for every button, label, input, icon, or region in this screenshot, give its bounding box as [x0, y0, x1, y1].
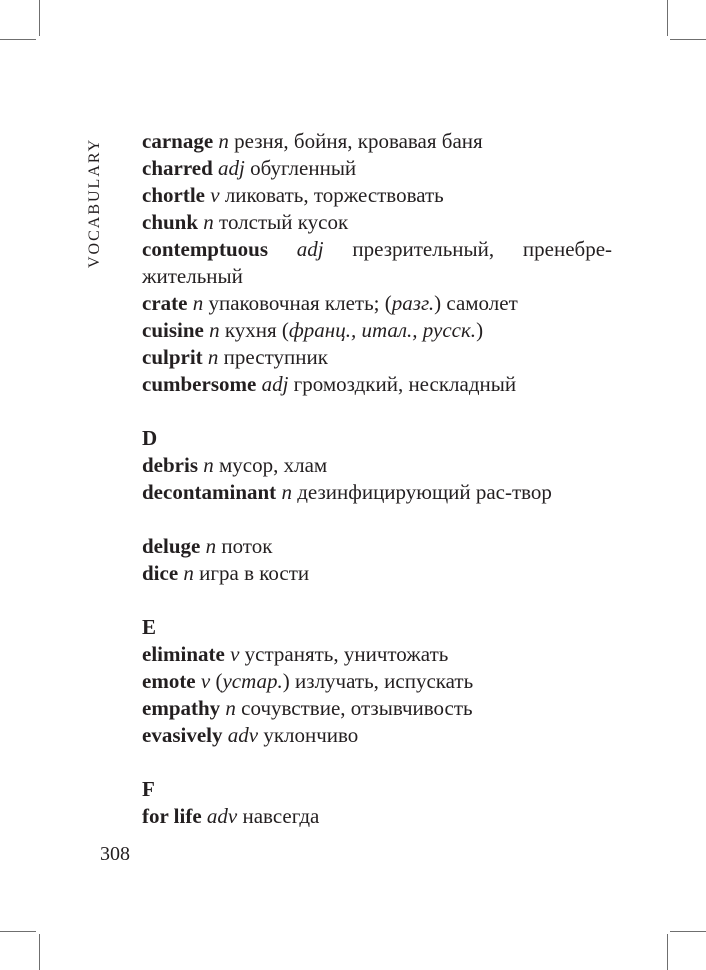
entry-translation: толстый кусок	[219, 210, 349, 234]
entry-translation: ликовать, торжествовать	[224, 183, 444, 207]
entry-part-of-speech: n	[203, 453, 214, 477]
vocabulary-entry	[142, 290, 612, 317]
entry-headword: eliminate	[142, 642, 225, 666]
entry-translation: презрительный, пренебре-жительный	[142, 237, 613, 288]
entry-part-of-speech: v	[230, 642, 240, 666]
vocabulary-entry	[142, 668, 612, 695]
crop-mark	[0, 931, 36, 932]
vocabulary-entry	[142, 236, 612, 290]
entry-headword: emote	[142, 669, 196, 693]
entry-part-of-speech: adv	[227, 723, 259, 747]
crop-mark	[670, 39, 706, 40]
entry-part-of-speech: n	[281, 480, 292, 504]
entry-headword: charred	[142, 156, 213, 180]
entry-headword: chunk	[142, 210, 199, 234]
entry-part-of-speech: n	[209, 318, 220, 342]
entry-headword: for life	[142, 804, 202, 828]
entry-part-of-speech: n	[225, 696, 236, 720]
entry-headword: chortle	[142, 183, 205, 207]
vocabulary-entry	[142, 722, 612, 749]
entry-translation: устар.	[222, 669, 283, 693]
entry-part-of-speech: v	[210, 183, 220, 207]
entry-translation: уклончиво	[263, 723, 359, 747]
entry-translation: игра в кости	[199, 561, 310, 585]
entry-headword: deluge	[142, 534, 201, 558]
crop-mark	[670, 931, 706, 932]
crop-mark	[0, 39, 36, 40]
crop-mark	[667, 934, 668, 970]
entry-part-of-speech: adj	[296, 237, 324, 261]
entry-translation: громоздкий, нескладный	[293, 372, 517, 396]
entry-headword: crate	[142, 291, 188, 315]
entry-translation: обугленный	[250, 156, 357, 180]
crop-mark	[39, 934, 40, 970]
entry-translation: поток	[221, 534, 273, 558]
entry-headword: dice	[142, 561, 179, 585]
section-side-label: VOCABULARY	[86, 137, 103, 268]
vocabulary-entry	[142, 533, 612, 560]
entry-headword: decontaminant	[142, 480, 277, 504]
entry-translation: резня, бойня, кровавая баня	[234, 129, 483, 153]
entry-headword: carnage	[142, 129, 214, 153]
entry-part-of-speech: n	[218, 129, 229, 153]
entry-part-of-speech: n	[192, 291, 204, 315]
entry-translation: навсегда	[242, 804, 320, 828]
entry-translation: )	[476, 318, 484, 342]
entry-translation: преступник	[223, 345, 328, 369]
section-letter: F	[142, 777, 155, 801]
entry-part-of-speech: adj	[218, 156, 245, 180]
entry-part-of-speech: adj	[261, 372, 289, 396]
entry-part-of-speech: n	[207, 345, 219, 369]
vocabulary-entry	[142, 344, 612, 371]
entry-headword: contemptuous	[142, 237, 269, 261]
vocabulary-entry	[142, 371, 612, 398]
entry-translation: устранять, уничтожать	[244, 642, 449, 666]
vocabulary-entry	[142, 695, 612, 722]
entry-part-of-speech: n	[183, 561, 194, 585]
vocabulary-entry	[142, 128, 612, 155]
entry-translation: сочувствие, отзывчивость	[241, 696, 473, 720]
entry-translation: мусор, хлам	[219, 453, 328, 477]
entry-headword: cumbersome	[142, 372, 257, 396]
entry-headword: cuisine	[142, 318, 204, 342]
crop-mark	[39, 0, 40, 36]
entry-translation: франц., итал., русск.	[288, 318, 477, 342]
page-number: 308	[100, 843, 130, 865]
entry-headword: culprit	[142, 345, 203, 369]
vocabulary-entry	[142, 209, 612, 236]
entry-translation: дезинфицирующий рас-твор	[297, 480, 552, 504]
entry-translation: ) излучать, испускать	[282, 669, 474, 693]
vocabulary-entry	[142, 155, 612, 182]
entry-part-of-speech: v	[200, 669, 211, 693]
vocabulary-entry	[142, 182, 612, 209]
vocabulary-entry	[142, 452, 612, 479]
entry-part-of-speech: n	[205, 534, 217, 558]
crop-mark	[667, 0, 668, 36]
entry-translation: кухня (	[224, 318, 289, 342]
entry-translation: упаковочная клеть; (	[208, 291, 392, 315]
vocabulary-list	[142, 128, 612, 830]
entry-headword: evasively	[142, 723, 223, 747]
entry-part-of-speech: adv	[206, 804, 238, 828]
entry-part-of-speech: n	[203, 210, 214, 234]
vocabulary-entry	[142, 641, 612, 668]
entry-headword: empathy	[142, 696, 221, 720]
section-letter: D	[142, 426, 158, 450]
entry-translation: разг.	[391, 291, 435, 315]
entry-translation: (	[215, 669, 223, 693]
section-letter: E	[142, 615, 157, 639]
entry-headword: debris	[142, 453, 199, 477]
vocabulary-entry	[142, 803, 612, 830]
vocabulary-entry	[142, 479, 612, 533]
vocabulary-entry	[142, 560, 612, 587]
vocabulary-entry	[142, 317, 612, 344]
entry-translation: ) самолет	[434, 291, 518, 315]
